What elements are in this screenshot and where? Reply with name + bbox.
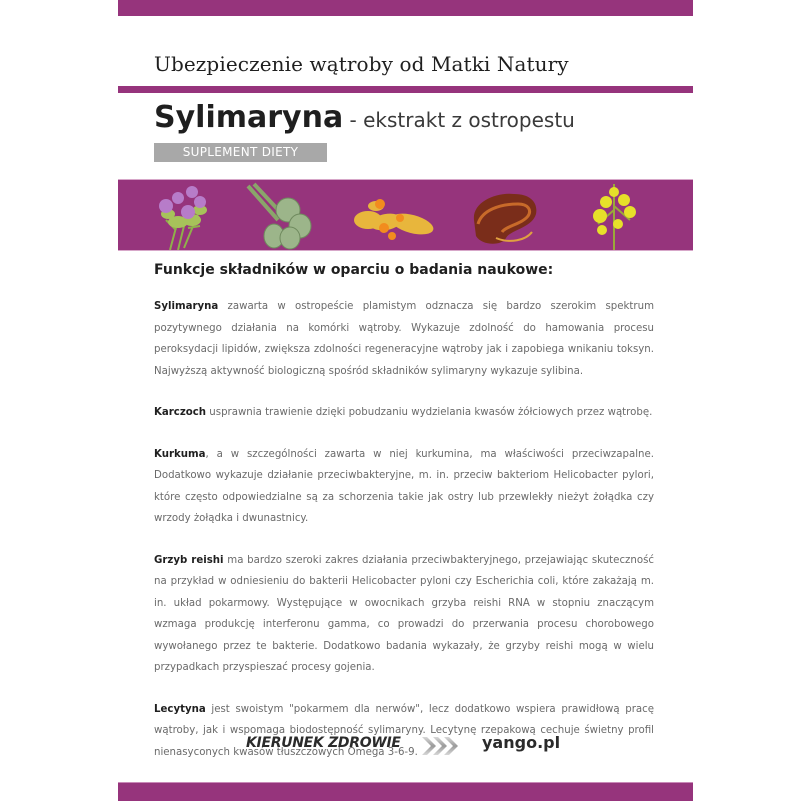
artichoke-image [238,180,318,250]
content-section [154,262,654,783]
triple-chevron-right-icon [420,735,462,757]
paragraph-karczoch [154,402,654,424]
turmeric-image [346,180,436,250]
section-heading: Funkcje składników w oparciu o badania naukowe: [154,262,554,278]
paragraph-kurkuma [154,444,654,530]
product-title [154,100,575,135]
website-link[interactable]: yango.pl [482,733,561,752]
footer [118,735,693,759]
paragraph-sylimaryna [154,296,654,382]
reishi-mushroom-image [466,180,546,250]
paragraph-grzyb-reishi [154,550,654,679]
slogan: KIERUNEK ZDROWIE [246,735,401,751]
top-color-band [118,0,693,16]
term: Grzyb reishi [154,554,224,566]
description: ma bardzo szeroki zakres działania przeciwbakteryjnego, przejawiając skuteczność na przykład w odniesieniu do bakterii Helicobacter pyloni czy Escherichia coli, które zakażają m. in. układ pokarmowy. Występujące w owocnikach grzyba reishi RNA w stopniu znaczącym wzmaga produkcję interferonu gamma, co prowadzi do przerwania procesu chorobowego wywołanego przez te bakterie. Dodatkowo badania wykazały, że grzyby reishi mogą w wielu przypadkach przyspieszać procesy gojenia. [154,554,654,673]
term: Lecytyna [154,703,206,715]
header-divider [118,86,693,93]
description: , a w szczególności zawarta w niej kurkumina, ma właściwości przeciwzapalne. Dodatkowo wykazuje działanie przeciwbakteryjne, m. in. przeciw bakteriom Helicobacter pylori, które często odpowiedzialne są za schorzenia takie jak ostry lub przewlekły nieżyt żołądka czy wrzody żołądka i dwunastnicy. [154,448,654,524]
description: jest swoistym "pokarmem dla nerwów", lecz dodatkowo wspiera prawidłową pracę wątroby, jak i wspomaga biodostępność sylimaryny. Lecytynę rzepakową cechuje świetny profil nienasyconych kwasów tłuszczowych Omega 3-6-9. [154,703,654,758]
rapeseed-flower-image [580,180,650,250]
term: Kurkuma [154,448,206,460]
tagline: Ubezpieczenie wątroby od Matki Natury [154,52,569,76]
description: zawarta w ostropeście plamistym odznacza się bardzo szerokim spektrum pozytywnego działania na komórki wątroby. Wykazuje zdolność do hamowania procesu peroksydacji lipidów, zwiększa zdolności regeneracyjne wątroby jak i zapobiega wnikaniu toksyn. Najwyższą aktywność biologiczną spośród składników sylimaryny wykazuje sylibina. [154,301,654,377]
product-subtitle: - ekstrakt z ostropestu [343,108,575,132]
ingredients-banner [118,179,693,251]
term: Karczoch [154,407,207,418]
term: Sylimaryna [154,301,219,312]
milk-thistle-image [148,180,218,250]
product-name: Sylimaryna [154,100,344,135]
bottom-color-band [118,782,693,801]
product-leaflet [118,0,693,800]
supplement-badge: SUPLEMENT DIETY [154,143,327,162]
description: usprawnia trawienie dzięki pobudzaniu wydzielania kwasów żółciowych przez wątrobę. [206,407,653,418]
